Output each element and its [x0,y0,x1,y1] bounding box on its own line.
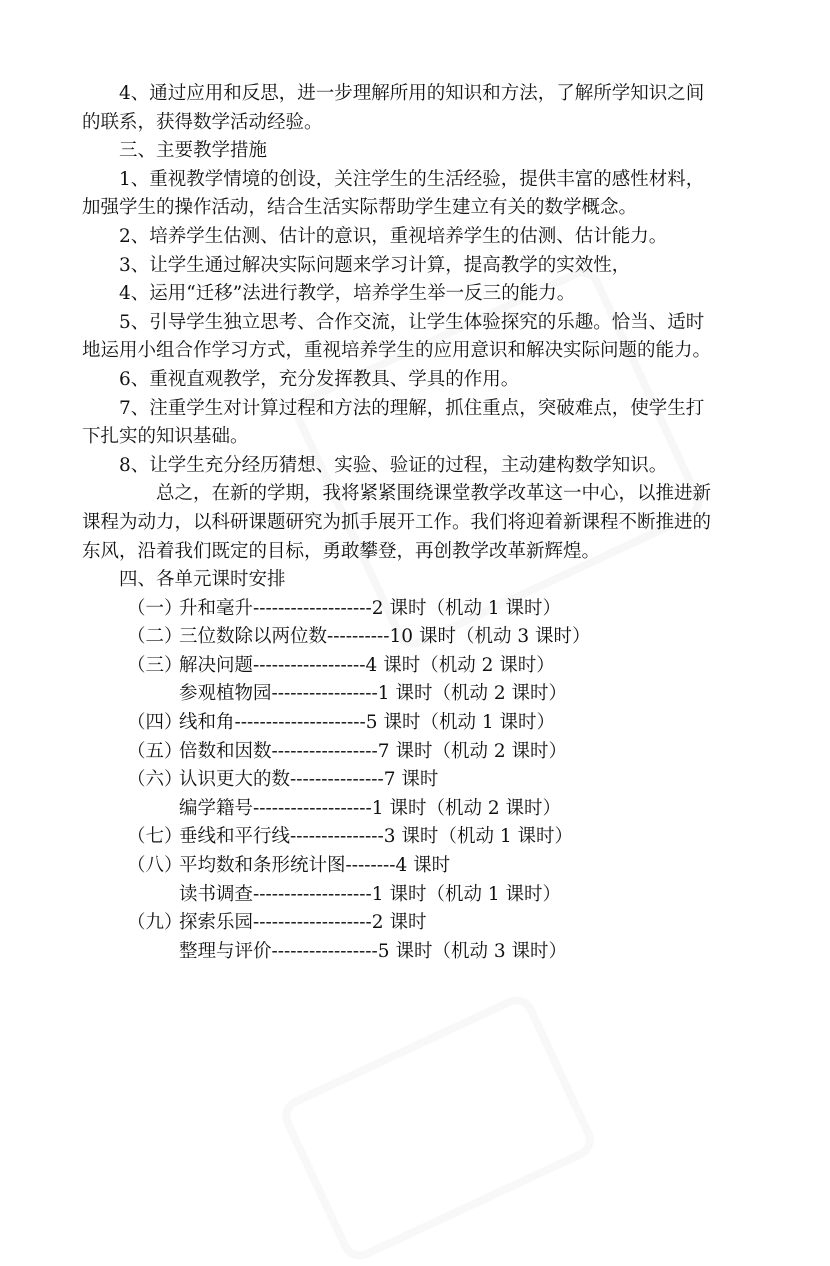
unit-flex-hours: （机动 3 课时） [455,626,591,648]
measure-7-line-2: 下扎实的知识基础。 [82,426,249,448]
goal-4-line-2: 的联系，获得数学活动经验。 [82,111,323,133]
unit-number: （二） [127,626,183,648]
leader-dashes: -------- [345,855,396,877]
schedule-row [82,623,742,652]
unit-name: 参观植物园 [179,683,272,705]
schedule-row [82,823,742,852]
unit-name: 升和毫升 [179,597,254,619]
measure-1-line-2: 加强学生的操作活动，结合生活实际帮助学生建立有关的数学概念。 [82,197,638,219]
unit-name: 整理与评价 [179,940,272,962]
unit-hours: 5 课时 [377,940,433,962]
unit-flex-hours: （机动 3 课时） [432,940,567,962]
unit-number: （四） [127,712,183,734]
unit-number [127,938,179,967]
unit-number: （九） [127,912,183,934]
leader-dashes: ------------------- [253,912,372,934]
unit-flex-hours: （机动 2 课时） [420,654,555,676]
schedule-row [82,795,742,824]
leader-dashes: --------------------- [234,712,366,734]
unit-name: 探索乐园 [179,912,254,934]
unit-name: 平均数和条形统计图 [179,855,346,877]
document-page [82,80,742,966]
unit-name: 垂线和平行线 [179,826,291,848]
schedule-row [82,852,742,881]
unit-hours: 5 课时 [365,712,421,734]
unit-flex-hours: （机动 2 课时） [432,740,567,762]
unit-flex-hours: （机动 1 课时） [426,883,561,905]
unit-number: （一） [127,597,183,619]
schedule-row [82,909,742,938]
unit-name: 编学籍号 [179,797,254,819]
schedule-list [82,595,742,967]
section-3-heading: 三、主要教学措施 [119,140,268,162]
unit-hours: 1 课时 [377,683,433,705]
unit-number: （七） [127,826,183,848]
measure-1-line-1: 1、重视教学情境的创设，关注学生的生活经验，提供丰富的感性材料， [119,168,705,190]
unit-flex-hours: （机动 1 课时） [420,712,555,734]
measure-6: 6、重视直观教学，充分发挥教具、学具的作用。 [119,368,520,390]
measure-5-line-2: 地运用小组合作学习方式，重视培养学生的应用意识和解决实际问题的能力。 [82,340,712,362]
schedule-row [82,938,742,967]
unit-number [127,795,179,824]
unit-name: 解决问题 [179,654,254,676]
unit-flex-hours: （机动 2 课时） [432,683,567,705]
unit-number: （八） [127,855,183,877]
leader-dashes: ----------------- [271,683,378,705]
unit-hours: 2 课时 [371,597,427,619]
watermark-seal-bottom [276,990,601,1266]
schedule-row [82,652,742,681]
goal-4-line-1: 4、通过应用和反思，进一步理解所用的知识和方法，了解所学知识之间 [119,83,705,104]
unit-name: 倍数和因数 [179,740,272,762]
measure-4: 4、运用“迁移”法进行教学，培养学生举一反三的能力。 [119,283,576,305]
unit-hours: 1 课时 [371,883,427,905]
measure-7-line-1: 7、注重学生对计算过程和方法的理解，抓住重点，突破难点，使学生打 [119,397,705,419]
measure-3: 3、让学生通过解决实际问题来学习计算，提高教学的实效性， [119,254,631,276]
schedule-row [82,881,742,910]
measure-5-line-1: 5、引导学生独立思考、合作交流，让学生体验探究的乐趣。恰当、适时 [119,311,705,333]
unit-hours: 3 课时 [383,826,439,848]
schedule-row [82,680,742,709]
leader-dashes: ------------------- [253,883,372,905]
leader-dashes: ------------------ [253,654,366,676]
schedule-row [82,738,742,767]
schedule-row [82,766,742,795]
unit-hours: 4 课时 [395,855,451,877]
unit-number: （三） [127,654,183,676]
unit-name: 读书调查 [179,883,254,905]
unit-flex-hours: （机动 2 课时） [426,797,561,819]
summary-line-3: 东风，沿着我们既定的目标，勇敢攀登，再创教学改革新辉煌。 [82,540,601,562]
unit-name: 认识更大的数 [179,769,291,791]
leader-dashes: ----------------- [271,740,378,762]
unit-hours: 7 课时 [377,740,433,762]
unit-name: 三位数除以两位数 [179,626,328,648]
unit-hours: 1 课时 [371,797,427,819]
section-4-heading: 四、各单元课时安排 [119,569,286,591]
schedule-row [82,595,742,624]
schedule-row [82,709,742,738]
leader-dashes: ------------------- [253,597,372,619]
leader-dashes: ----------------- [271,940,378,962]
unit-number [127,680,179,709]
unit-hours: 2 课时 [371,912,427,934]
unit-name: 线和角 [179,712,235,734]
unit-flex-hours: （机动 1 课时） [426,597,561,619]
unit-flex-hours: （机动 1 课时） [438,826,573,848]
unit-number: （五） [127,740,183,762]
leader-dashes: ---------- [327,626,390,648]
unit-hours: 10 课时 [389,626,456,648]
summary-line-2: 课程为动力，以科研课题研究为抓手展开工作。我们将迎着新课程不断推进的 [82,511,712,533]
unit-hours: 7 课时 [383,769,439,791]
measure-2: 2、培养学生估测、估计的意识，重视培养学生的估测、估计能力。 [119,225,668,247]
leader-dashes: --------------- [290,826,384,848]
leader-dashes: ------------------- [253,797,372,819]
leader-dashes: --------------- [290,769,384,791]
unit-number: （六） [127,769,183,791]
unit-number [127,881,179,910]
unit-hours: 4 课时 [365,654,421,676]
measure-8: 8、让学生充分经历猜想、实验、验证的过程，主动建构数学知识。 [119,454,668,476]
summary-line-1: 总之，在新的学期，我将紧紧围绕课堂教学改革这一中心，以推进新 [156,483,712,505]
